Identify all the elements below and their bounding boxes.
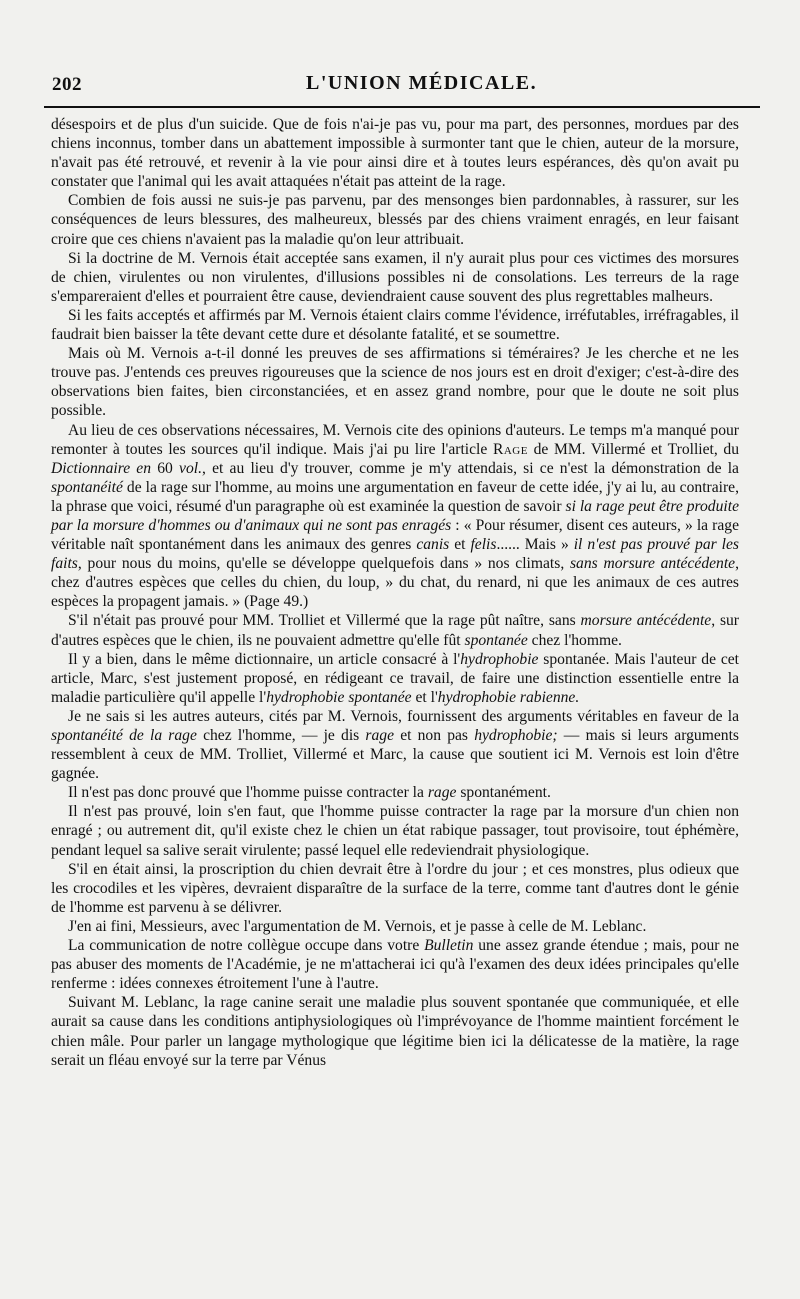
text-run: 60: [151, 459, 180, 477]
text-run: désespoirs et de plus d'un suicide. Que de fois n'ai-je pas vu, pour ma part, des personnes, mordues par des chiens inconnus, tomber dans un abattement impossible à surmonter tant que le chien, auteur de la morsure, n'avait pas été retrouvé, et revenir à la vie pour ainsi dire et à toutes leurs espérances, dès qu'on avait pu constater que l'animal qui les avait attaquées n'était pas atteint de la rage.: [51, 116, 739, 191]
paragraph: [51, 344, 739, 420]
text-run: Je ne sais si les autres auteurs, cités par M. Vernois, fournissent des arguments véritables en faveur de la: [68, 707, 739, 725]
text-run: Il n'est pas prouvé, loin s'en faut, que l'homme puisse contracter la rage par la morsure d'un chien non enragé ; ou autrement dit, qu'il existe chez le chien un état rabique passager, tout provisoire, tout éphémère, pendant lequel sa salive serait virulente; passé lequel elle redeviendrait physiologique.: [51, 803, 739, 859]
text-run: et l': [411, 688, 438, 706]
italic-text: si la rage peut être produite par la morsure d'hommes ou d'animaux qui ne sont pas enragés: [51, 497, 739, 534]
text-run: Combien de fois aussi ne suis-je pas parvenu, par des mensonges bien pardonnables, à rassurer, sur les conséquences de leurs blessures, des malheureux, blessés par des chiens vraiment enragés, en leur faisant croire que ces chiens n'avaient pas la maladie qu'on leur attribuait.: [51, 192, 739, 248]
paragraph: [51, 650, 739, 707]
text-run: une assez grande étendue ; mais, pour ne pas abuser des moments de l'Académie, je ne m'attacherai ici qu'à l'examen des deux idées principales qu'elle renferme : idées connexes étroitement l'une à l'autre.: [51, 937, 739, 993]
paragraph: [51, 115, 739, 191]
page-header: [44, 70, 760, 100]
italic-text: spontanéité: [51, 478, 123, 496]
text-run: S'il en était ainsi, la proscription du chien devrait être à l'ordre du jour ; et ces monstres, plus odieux que les crocodiles et les vipères, devraient disparaître de la surface de la terre, comme tant d'autres dont le génie de l'homme est parvenu à se délivrer.: [51, 860, 739, 916]
italic-text: rage: [365, 727, 395, 744]
text-run: chez l'homme.: [527, 631, 622, 649]
italic-text: sans morsure antécédente: [569, 555, 736, 573]
italic-text: spontanéité de la rage: [51, 727, 197, 744]
paragraph: [51, 249, 739, 306]
text-run: — mais si leurs arguments ressemblent à ceux de MM. Trolliet, Villermé et Marc, la cause que soutient ici M. Vernois est loin d'être gagnée.: [51, 727, 739, 783]
paragraph: [51, 993, 739, 1069]
text-run: , pour nous du moins, qu'elle se développe quelquefois dans » nos climats,: [77, 555, 570, 573]
text-run: de la rage sur l'homme, au moins une argumentation en faveur de cette idée, j'y ai lu, au contraire, la phrase que voici, résumé d'un paragraphe où est examinée la question de savoir: [51, 478, 739, 515]
italic-text: spontanée: [464, 631, 528, 649]
text-run: et: [449, 536, 471, 554]
running-title: L'UNION MÉDICALE.: [306, 72, 538, 94]
paragraph: [51, 611, 739, 649]
italic-text: felis: [470, 536, 497, 554]
text-run: et non pas: [394, 727, 475, 744]
text-run: Au lieu de ces observations nécessaires, M. Vernois cite des opinions d'auteurs. Le temps m'a manqué pour remonter à toutes les sources qu'il indique. Mais j'ai pu lire l'article: [51, 421, 739, 458]
italic-text: hydrophobie spontanée: [266, 688, 412, 706]
text-run: spontanément.: [456, 784, 551, 802]
text-run: La communication de notre collègue occupe dans votre: [68, 937, 425, 955]
italic-text: il n'est pas prouvé par les faits: [51, 536, 739, 573]
paragraph: [51, 191, 739, 248]
paragraph: [51, 802, 739, 859]
italic-text: vol.: [179, 459, 202, 477]
text-run: S'il n'était pas prouvé pour MM. Trolliet et Villermé que la rage pût naître, sans: [68, 612, 581, 630]
italic-text: morsure antécédente: [580, 612, 712, 630]
paragraph: [51, 917, 739, 936]
italic-text: hydrophobie;: [474, 727, 558, 744]
header-rule: [44, 106, 760, 108]
text-run: Si la doctrine de M. Vernois était acceptée sans examen, il n'y aurait plus pour ces victimes des morsures de chien, virulentes ou non virulentes, d'illusions possibles ni de consolations. Les terreurs de la rage s'empareraient d'elles et pourraient être cause, deviendraient cause souvent des plus regrettables malheurs.: [51, 249, 739, 305]
text-run: , sur d'autres espèces que le chien, ils ne pouvaient admettre qu'elle fût: [51, 612, 740, 649]
text-run: , chez d'autres espèces que celles du chien, du loup, » du chat, du renard, ni que les animaux de ces autres espèces la propagent jamais. » (Page 49.): [51, 555, 739, 611]
small-caps-text: Rage: [492, 440, 528, 458]
paragraph: [51, 860, 739, 917]
paragraph: [51, 707, 739, 783]
italic-text: rage: [427, 784, 457, 802]
italic-text: Bulletin: [424, 937, 474, 955]
text-run: ...... Mais »: [496, 536, 574, 554]
italic-text: hydrophobie rabienne.: [437, 688, 580, 706]
text-run: : « Pour résumer, disent ces auteurs, » la rage véritable naît spontanément dans les animaux des genres: [51, 516, 739, 554]
text-run: , et au lieu d'y trouver, comme je m'y attendais, si ce n'est la démonstration de la: [201, 459, 739, 477]
paragraph: [51, 306, 739, 344]
text-run: Si les faits acceptés et affirmés par M. Vernois étaient clairs comme l'évidence, irréfutables, irréfragables, il faudrait bien baisser la tête devant cette dure et désolante fatalité, et se soumettre.: [51, 306, 739, 344]
paragraph: [51, 783, 739, 802]
page-number: 202: [52, 74, 82, 95]
text-run: J'en ai fini, Messieurs, avec l'argumentation de M. Vernois, et je passe à celle de M. Leblanc.: [68, 917, 647, 935]
text-run: Il n'est pas donc prouvé que l'homme puisse contracter la: [68, 784, 428, 802]
italic-text: Dictionnaire en: [51, 459, 152, 477]
text-run: chez l'homme, — je dis: [196, 727, 366, 744]
paragraph: [51, 936, 739, 993]
text-run: Mais où M. Vernois a-t-il donné les preuves de ses affirmations si téméraires? Je les cherche et ne les trouve pas. J'entends ces preuves rigoureuses que la science de nos jours est en droit d'exiger; c'est-à-dire des observations bien faites, bien circonstanciées, et en assez grand nombre, pour que le doute ne soit plus possible.: [51, 345, 739, 420]
text-run: de MM. Villermé et Trolliet, du: [527, 440, 740, 458]
text-run: Il y a bien, dans le même dictionnaire, un article consacré à l': [68, 650, 461, 668]
italic-text: hydrophobie: [460, 650, 539, 668]
text-run: spontanée. Mais l'auteur de cet article, Marc, s'est justement proposé, en rédigeant ce travail, de faire une distinction essentielle entre la maladie particulière qu'il appelle l': [51, 650, 739, 706]
body-text: [51, 115, 739, 1070]
text-run: Suivant M. Leblanc, la rage canine serait une maladie plus souvent spontanée que communiquée, et elle aurait sa cause dans les conditions antiphysiologiques où l'imprévoyance de l'homme maintient forcément le chien mâle. Pour parler un langage mythologique que légitime bien ici la délicatesse de la matière, la rage serait un fléau envoyé sur la terre par Vénus: [51, 994, 739, 1069]
paragraph: [51, 421, 739, 612]
italic-text: canis: [416, 536, 450, 554]
